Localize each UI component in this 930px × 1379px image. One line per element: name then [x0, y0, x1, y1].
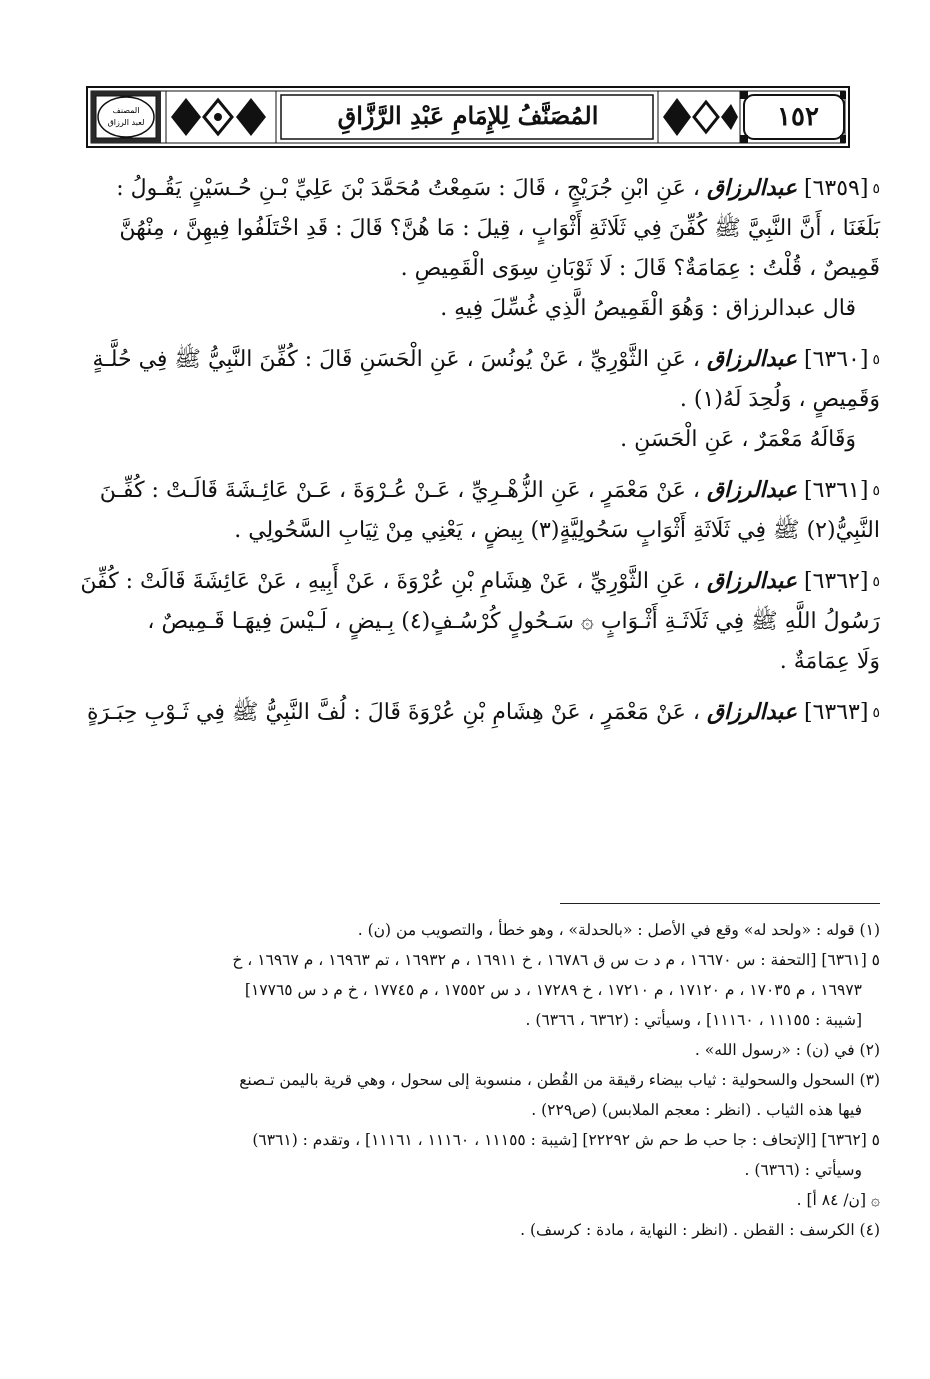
line-text: ، عَنْ مَعْمَرٍ ، عَنْ هِشَامِ بْنِ عُرْوَةَ قَالَ : لُفَّ النَّبِيُّ ﷺ فِي ثَـوْبِ حِبَـرَةٍ [87, 700, 700, 725]
entry-marker: ٥ [872, 352, 880, 368]
text-line [62, 470, 880, 511]
line-text: بَلَغَنَا ، أَنَّ النَّبِيَّ ﷺ كُفِّنَ فِي ثَلَاثَةِ أَثْوَابٍ ، قِيلَ : مَا هُنَّ؟ قَالَ : قَدِ اخْتَلَفُوا فِيهِنَّ ، مِنْهُنَّ [119, 216, 880, 241]
extra-line: قال عبدالرزاق : وَهُوَ الْقَمِيصُ الَّذِي غُسِّلَ فِيهِ . [440, 296, 856, 321]
line-text: رَسُولُ اللَّهِ ﷺ فِي ثَلَاثَـةِ أَثْـوَابٍ ۞ سَـحُولٍ كُرْسُـفٍ(٤) بِـيضٍ ، لَـيْسَ فِيهَـا قَـمِيصٌ ، [147, 609, 880, 634]
line-text: ، عَنِ ابْنِ جُرَيْجٍ ، قَالَ : سَمِعْتُ مُحَمَّدَ بْنَ عَلِيِّ بْـنِ حُـسَيْنٍ يَقُـولُ : [116, 176, 700, 201]
seal-label-bottom: لعبد الرزاق [107, 118, 145, 127]
line-text: ، عَنْ مَعْمَرٍ ، عَنِ الزُّهْـرِيِّ ، عَـنْ عُـرْوَةَ ، عَـنْ عَائِـشَةَ قَالَـتْ : كُفِّـنَ [99, 478, 700, 503]
entry-marker: ٥ [872, 181, 880, 197]
hadith-entry [62, 561, 880, 682]
entry-marker: ٥ [872, 483, 880, 499]
line-text: النَّبِيُّ(٢) ﷺ فِي ثَلَاثَةِ أَثْوَابٍ سَحُولِيَّةٍ(٣) بِيضٍ ، يَعْنِي مِنْ ثِيَابِ السَّحُولِي . [234, 518, 880, 543]
footnote-line: (٤) الكرسف : القطن . (انظر : النهاية ، مادة : كرسف) . [520, 1221, 880, 1239]
text-line [62, 249, 880, 289]
text-line [62, 511, 880, 551]
footnote-line: فيها هذه الثياب . (انظر : معجم الملابس) (ص٢٢٩) . [531, 1101, 862, 1119]
footnote-line: (٢) في (ن) : «رسول الله» . [694, 1041, 880, 1059]
text-line [62, 642, 880, 682]
footnote-line: ٥ [٦٣٦١] [التحفة : س ١٦٦٧٠ ، م د ت س ق ١٦٧٨٦ ، خ ١٦٩١١ ، م ١٦٩٣٢ ، تم ١٦٩٦٣ ، م ١٦٩٦٧ ، خ [232, 951, 880, 969]
footnote-line: (٣) السحول والسحولية : ثياب بيضاء رقيقة من القُطن ، منسوبة إلى سحول ، وهي قرية باليمن تـصنع [239, 1071, 880, 1089]
footnote-line: ۞ [ن/ ٨٤ أ] . [796, 1191, 880, 1209]
running-title: المُصَنَّفُ لِلإِمَامِ عَبْدِ الرَّزَّاقِ [337, 101, 599, 130]
line-text: ، عَنِ الثَّوْرِيِّ ، عَنْ يُونُسَ ، عَنِ الْحَسَنِ قَالَ : كُفِّنَ النَّبِيُّ ﷺ فِي حُلَّـةٍ [92, 347, 700, 372]
line-text: وَقَمِيصٍ ، وَلُحِدَ لَهُ(١) . [679, 387, 880, 412]
hadith-number: [٦٣٦١] [804, 478, 869, 503]
line-text: ، عَنِ الثَّوْرِيِّ ، عَنْ هِشَامِ بْنِ عُرْوَةَ ، عَنْ أَبِيهِ ، عَنْ عَائِشَةَ قَالَتْ : كُفِّنَ [80, 569, 700, 594]
extra-line: وَقَالَهُ مَعْمَرٌ ، عَنِ الْحَسَنِ . [620, 427, 856, 452]
line-text: قَمِيصٌ ، قُلْتُ : عِمَامَةٌ؟ قَالَ : لَا ثَوْبَانِ سِوَى الْقَمِيصِ . [400, 256, 880, 281]
main-text [62, 168, 880, 743]
seal-label-top: المصنف [112, 106, 140, 115]
footnote-separator [560, 903, 880, 904]
text-line [62, 561, 880, 602]
text-line [62, 692, 880, 733]
footnotes [62, 915, 880, 1245]
author-name: عبدالرزاق [706, 477, 798, 503]
hadith-number: [٦٣٦٣] [804, 700, 869, 725]
text-line [62, 380, 880, 420]
footnote-line: ١٦٩٧٣ ، م ١٧٠٣٥ ، م ١٧١٢٠ ، م ١٧٢١٠ ، خ ١٧٢٨٩ ، د س ١٧٥٥٢ ، م ١٧٧٤٥ ، خ م د س ١٧٧٦٥] [244, 981, 862, 999]
page-number: ١٥٢ [777, 102, 819, 132]
text-line [62, 339, 880, 380]
page-header [86, 86, 850, 148]
hadith-number: [٦٣٥٩] [804, 176, 869, 201]
header-seal [94, 92, 158, 142]
author-name: عبدالرزاق [706, 568, 798, 594]
footnote-line: ٥ [٦٣٦٢] [الإتحاف : جا حب ط حم ش ٢٢٢٩٢] [شيبة : ١١١٥٥ ، ١١١٦٠ ، ١١١٦١] ، وتقدم : (٦٣٦١) [252, 1131, 880, 1149]
hadith-entry [62, 339, 880, 460]
line-text: وَلَا عِمَامَةٌ . [779, 649, 880, 674]
text-line [62, 602, 880, 642]
hadith-number: [٦٣٦٠] [804, 347, 869, 372]
author-name: عبدالرزاق [706, 346, 798, 372]
hadith-entry [62, 470, 880, 551]
footnote-line: [شيبة : ١١١٥٥ ، ١١١٦٠] ، وسيأتي : (٦٣٦٢ ، ٦٣٦٦) . [525, 1011, 862, 1029]
hadith-entry [62, 692, 880, 733]
footnote-line: وسيأتي : (٦٣٦٦) . [744, 1161, 862, 1179]
author-name: عبدالرزاق [706, 699, 798, 725]
text-line [62, 168, 880, 209]
author-name: عبدالرزاق [706, 175, 798, 201]
entry-marker: ٥ [872, 705, 880, 721]
entry-marker: ٥ [872, 574, 880, 590]
footnote-line: (١) قوله : «ولحد له» وقع في الأصل : «بالحدلة» ، وهو خطأ ، والتصويب من (ن) . [357, 921, 880, 939]
hadith-entry [62, 168, 880, 329]
text-line [62, 209, 880, 249]
hadith-number: [٦٣٦٢] [804, 569, 869, 594]
